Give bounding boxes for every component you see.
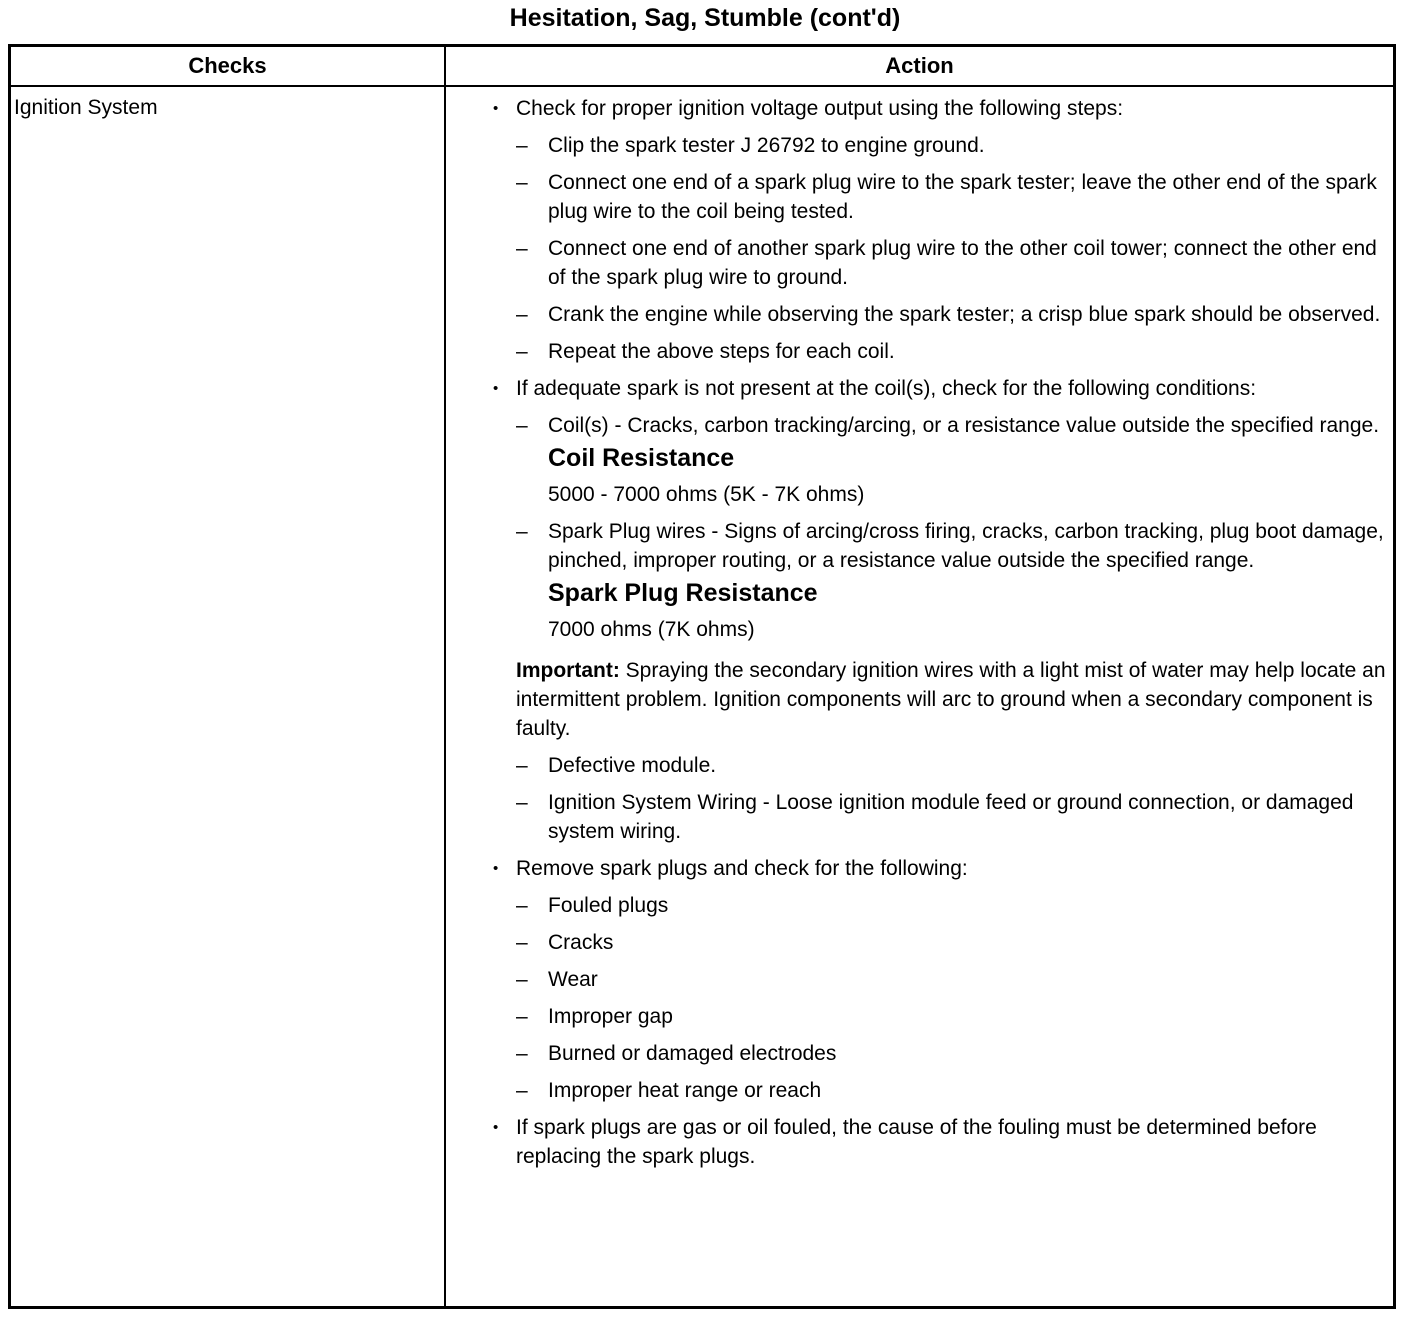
dash-item: – Clip the spark tester J 26792 to engine ground. (481, 131, 1393, 160)
column-divider (444, 47, 446, 1306)
dash-item: – Cracks (481, 928, 1393, 957)
dash-item: – Spark Plug wires - Signs of arcing/cross firing, cracks, carbon tracking, plug boot damage, pinched, improper routing, or a resistance value outside the specified range. (481, 517, 1393, 575)
bullet-item: • If adequate spark is not present at the coil(s), check for the following conditions: (481, 374, 1393, 403)
dash-item: – Connect one end of a spark plug wire to the spark tester; leave the other end of the spark plug wire to the coil being tested. (481, 168, 1393, 226)
dash-item: – Burned or damaged electrodes (481, 1039, 1393, 1068)
dash-item: – Improper gap (481, 1002, 1393, 1031)
action-cell (481, 94, 1393, 1179)
important-label: Important: (516, 659, 620, 682)
bullet-item: • Remove spark plugs and check for the following: (481, 854, 1393, 883)
table-header-row (11, 47, 1393, 87)
dash-item: – Wear (481, 965, 1393, 994)
page-title: Hesitation, Sag, Stumble (cont'd) (509, 4, 901, 32)
dash-item: – Coil(s) - Cracks, carbon tracking/arcing, or a resistance value outside the specified range. (481, 411, 1393, 440)
dash-item: – Fouled plugs (481, 891, 1393, 920)
coil-resistance-value: 5000 - 7000 ohms (5K - 7K ohms) (548, 483, 865, 506)
spark-plug-resistance-heading: Spark Plug Resistance (548, 579, 818, 607)
dash-item: – Connect one end of another spark plug wire to the other coil tower; connect the other end of the spark plug wire to ground. (481, 234, 1393, 292)
dash-item: – Repeat the above steps for each coil. (481, 337, 1393, 366)
spark-plug-resistance-value: 7000 ohms (7K ohms) (548, 618, 755, 641)
coil-resistance-heading: Coil Resistance (548, 444, 735, 472)
dash-item: – Defective module. (481, 751, 1393, 780)
dash-item: – Ignition System Wiring - Loose ignition module feed or ground connection, or damaged system wiring. (481, 788, 1393, 846)
action-column-header: Action (885, 53, 954, 78)
dash-item: – Improper heat range or reach (481, 1076, 1393, 1105)
bullet-item: • If spark plugs are gas or oil fouled, the cause of the fouling must be determined before replacing the spark plugs. (481, 1113, 1393, 1171)
important-note (481, 656, 1393, 743)
checks-column-header: Checks (188, 53, 267, 78)
bullet-item: • Check for proper ignition voltage output using the following steps: (481, 94, 1393, 123)
checks-cell: Ignition System (14, 96, 158, 119)
important-text: Spraying the secondary ignition wires with a light mist of water may help locate an intermittent problem. Ignition components will arc to ground when a secondary component is faulty. (516, 659, 1386, 740)
diagnosis-table (8, 44, 1396, 1309)
dash-item: – Crank the engine while observing the spark tester; a crisp blue spark should be observed. (481, 300, 1393, 329)
